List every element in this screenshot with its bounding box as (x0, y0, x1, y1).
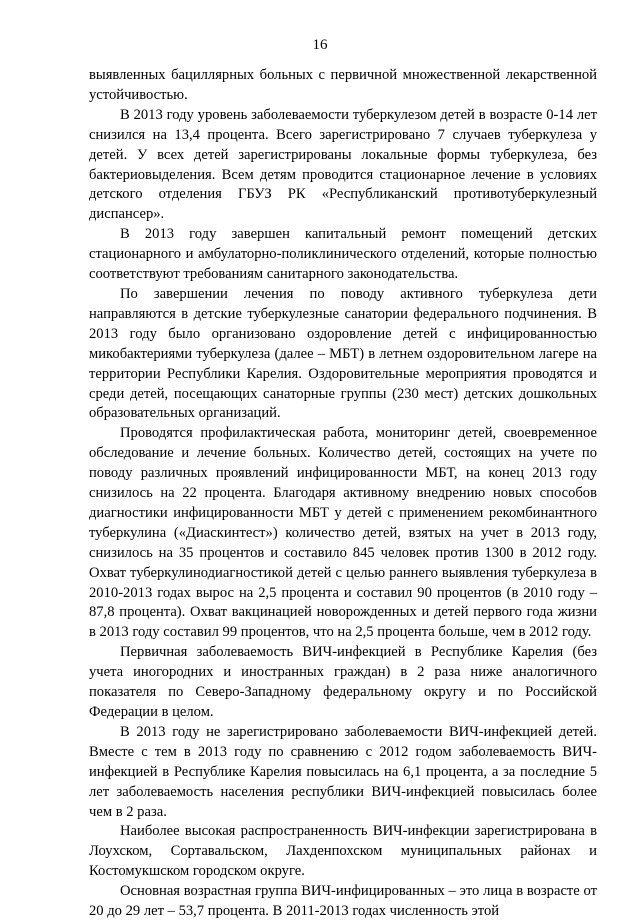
page-number: 16 (312, 37, 328, 53)
paragraph-child-tb-incidence: В 2013 году уровень заболеваемости туберкулезом детей в возрасте 0-14 лет снизился на 13,4 процента. Всего зарегистрировано 7 случаев туберкулеза у детей. У всех детей зарегистрированы локальные формы туберкулеза, без бактериовыделения. Всем детям проводится стационарное лечение в условиях детского отделения ГБУЗ РК «Республиканский противотуберкулезный диспансер». (89, 106, 597, 223)
paragraph-renovation: В 2013 году завершен капитальный ремонт помещений детских стационарного и амбулаторно-поликлинического отделений, которые полностью соответствуют требованиям санитарного законодательства. (89, 226, 597, 283)
paragraph-hiv-prevalence: Наиболее высокая распространенность ВИЧ-инфекции зарегистрирована в Лоухском, Сортавальском, Лахденпохском муниципальных районах и Костомукшском городском округе. (89, 823, 597, 880)
paragraph-hiv-primary: Первичная заболеваемость ВИЧ-инфекцией в Республике Карелия (без учета иногородних и иностранных граждан) в 2 раза ниже аналогичного показателя по Северо-Западному федеральному округу и по Российской Федерации в целом. (89, 644, 597, 720)
paragraph-hiv-age-group: Основная возрастная группа ВИЧ-инфицированных – это лица в возрасте от 20 до 29 лет – 53,7 процента. В 2011-2013 годах численность этой (89, 883, 597, 920)
paragraph-continuation: выявленных бациллярных больных с первичной множественной лекарственной устойчивостью. (89, 67, 597, 103)
paragraph-sanatorium: По завершении лечения по поводу активного туберкулеза дети направляются в детские туберкулезные санатории федерального подчинения. В 2013 году было организовано оздоровление детей с инфицированностью микобактериями туберкулеза (далее – МБТ) в летнем оздоровительном лагере на территории Республики Карелия. Оздоровительные мероприятия проводятся и среди детей, посещающих санаторные группы (230 мест) детских дошкольных образовательных организаций. (89, 285, 597, 422)
paragraph-hiv-children: В 2013 году не зарегистрировано заболеваемости ВИЧ-инфекцией детей. Вместе с тем в 2013 году по сравнению с 2012 годом заболеваемость ВИЧ-инфекцией в Республике Карелия повысилась на 6,1 процента, а за последние 5 лет заболеваемость населения республики ВИЧ-инфекцией повысилась более чем в 2 раза. (89, 723, 597, 820)
document-body (89, 66, 597, 922)
paragraph-prevention: Проводятся профилактическая работа, мониторинг детей, своевременное обследование и лечение больных. Количество детей, состоящих на учете по поводу различных проявлений инфицированности МБТ, на конец 2013 году снизилось на 22 процента. Благодаря активному внедрению новых способов диагностики инфицированности МБТ у детей с применением рекомбинантного туберкулина («Диаскинтест») количество детей, взятых на учет в 2013 году, снизилось на 35 процентов и составило 845 человек против 1300 в 2012 году. Охват туберкулинодиагностикой детей с целью раннего выявления туберкулеза в 2010-2013 годах вырос на 2,5 процента и составил 90 процентов (в 2010 году – 87,8 процента). Охват вакцинацией новорожденных и детей первого года жизни в 2013 году составил 99 процентов, что на 2,5 процента больше, чем в 2012 году. (89, 425, 597, 641)
